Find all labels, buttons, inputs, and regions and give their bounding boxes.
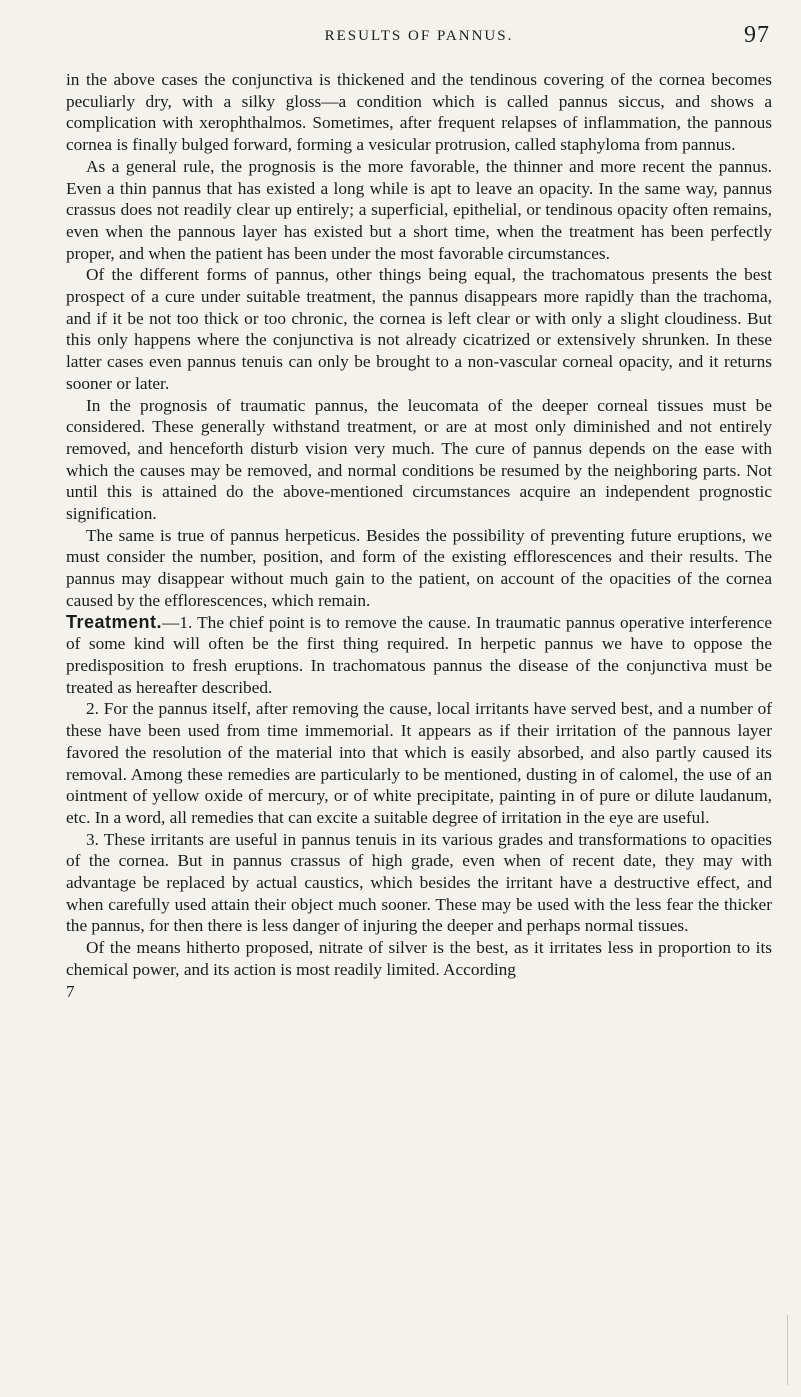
page-number: 97 — [744, 22, 770, 48]
paragraph-treatment — [66, 612, 772, 699]
signature-mark: 7 — [66, 981, 75, 1001]
body-text — [66, 69, 772, 1002]
paragraph-2: As a general rule, the prognosis is the more favorable, the thinner and more recent the pannus. Even a thin pannus that has existed a long while is apt to leave an opacity. In the same way, pannus crassus does not readily clear up entirely; a superficial, epithelial, or tendinous opacity often remains, even when the pannous layer has existed but a short time, when the treatment has been perfectly proper, and when the patient has been under the most favorable circumstances. — [66, 156, 772, 263]
page-edge-line — [787, 1315, 788, 1385]
paragraph-1: in the above cases the conjunctiva is thickened and the tendinous covering of the cornea becomes peculiarly dry, with a silky gloss—a condition which is called pannus siccus, and shows a complication with xerophthalmos. Sometimes, after frequent relapses of inflammation, the pannous cornea is finally bulged forward, forming a vesicular protrusion, called staphyloma from pannus. — [66, 70, 772, 155]
paragraph-8: 3. These irritants are useful in pannus tenuis in its various grades and transformations to opacities of the cornea. But in pannus crassus of high grade, even when of recent date, they may with advantage be replaced by actual caustics, which besides the irritant have a destructive effect, and when carefully used attain their object much sooner. These may be used with the less fear the thicker the pannus, for then there is less danger of injuring the deeper and perhaps normal tissues. — [66, 829, 772, 936]
paragraph-3: Of the different forms of pannus, other things being equal, the trachomatous presents the best prospect of a cure under suitable treatment, the pannus disappears more rapidly than the trachoma, and if it be not too thick or too chronic, the cornea is left clear or with only a slight cloudiness. But this only happens where the conjunctiva is not already cicatrized or extensively shrunken. In these latter cases even pannus tenuis can only be brought to a non-vascular corneal opacity, and it returns sooner or later. — [66, 265, 772, 393]
book-page — [66, 18, 772, 1002]
paragraph-9: Of the means hitherto proposed, nitrate of silver is the best, as it irritates less in proportion to its chemical power, and its action is most readily limited. According — [66, 938, 772, 979]
paragraph-treatment-text: —1. The chief point is to remove the cause. In traumatic pannus operative interference of some kind will often be the first thing required. In herpetic pannus we have to oppose the predisposition to fresh eruptions. In trachomatous pannus the disease of the conjunctiva must be treated as hereafter described. — [66, 612, 772, 697]
page-header — [66, 18, 772, 58]
section-heading-treatment: Treatment. — [66, 611, 163, 632]
paragraph-7: 2. For the pannus itself, after removing the cause, local irritants have served best, and a number of these have been used from time immemorial. It appears as if their irritation of the pannous layer favored the resolution of the material into that which is easily absorbed, and also partly caused its removal. Among these remedies are particularly to be mentioned, dusting in of calomel, the use of an ointment of yellow oxide of mercury, or of white precipitate, painting in of pure or dilute laudanum, etc. In a word, all remedies that can excite a suitable degree of irritation in the eye are useful. — [66, 699, 772, 827]
running-title: RESULTS OF PANNUS. — [324, 28, 514, 44]
paragraph-5: The same is true of pannus herpeticus. Besides the possibility of preventing future eruptions, we must consider the number, position, and form of the existing efflorescences and their results. The pannus may disappear without much gain to the patient, on account of the opacities of the cornea caused by the efflorescences, which remain. — [66, 525, 772, 610]
paragraph-4: In the prognosis of traumatic pannus, the leucomata of the deeper corneal tissues must be considered. These generally withstand treatment, or are at most only diminished and not entirely removed, and henceforth disturb vision very much. The cure of pannus depends on the ease with which the causes may be removed, and normal conditions be resumed by the neighboring parts. Not until this is attained do the above-mentioned circumstances acquire an independent prognostic signification. — [66, 395, 772, 524]
